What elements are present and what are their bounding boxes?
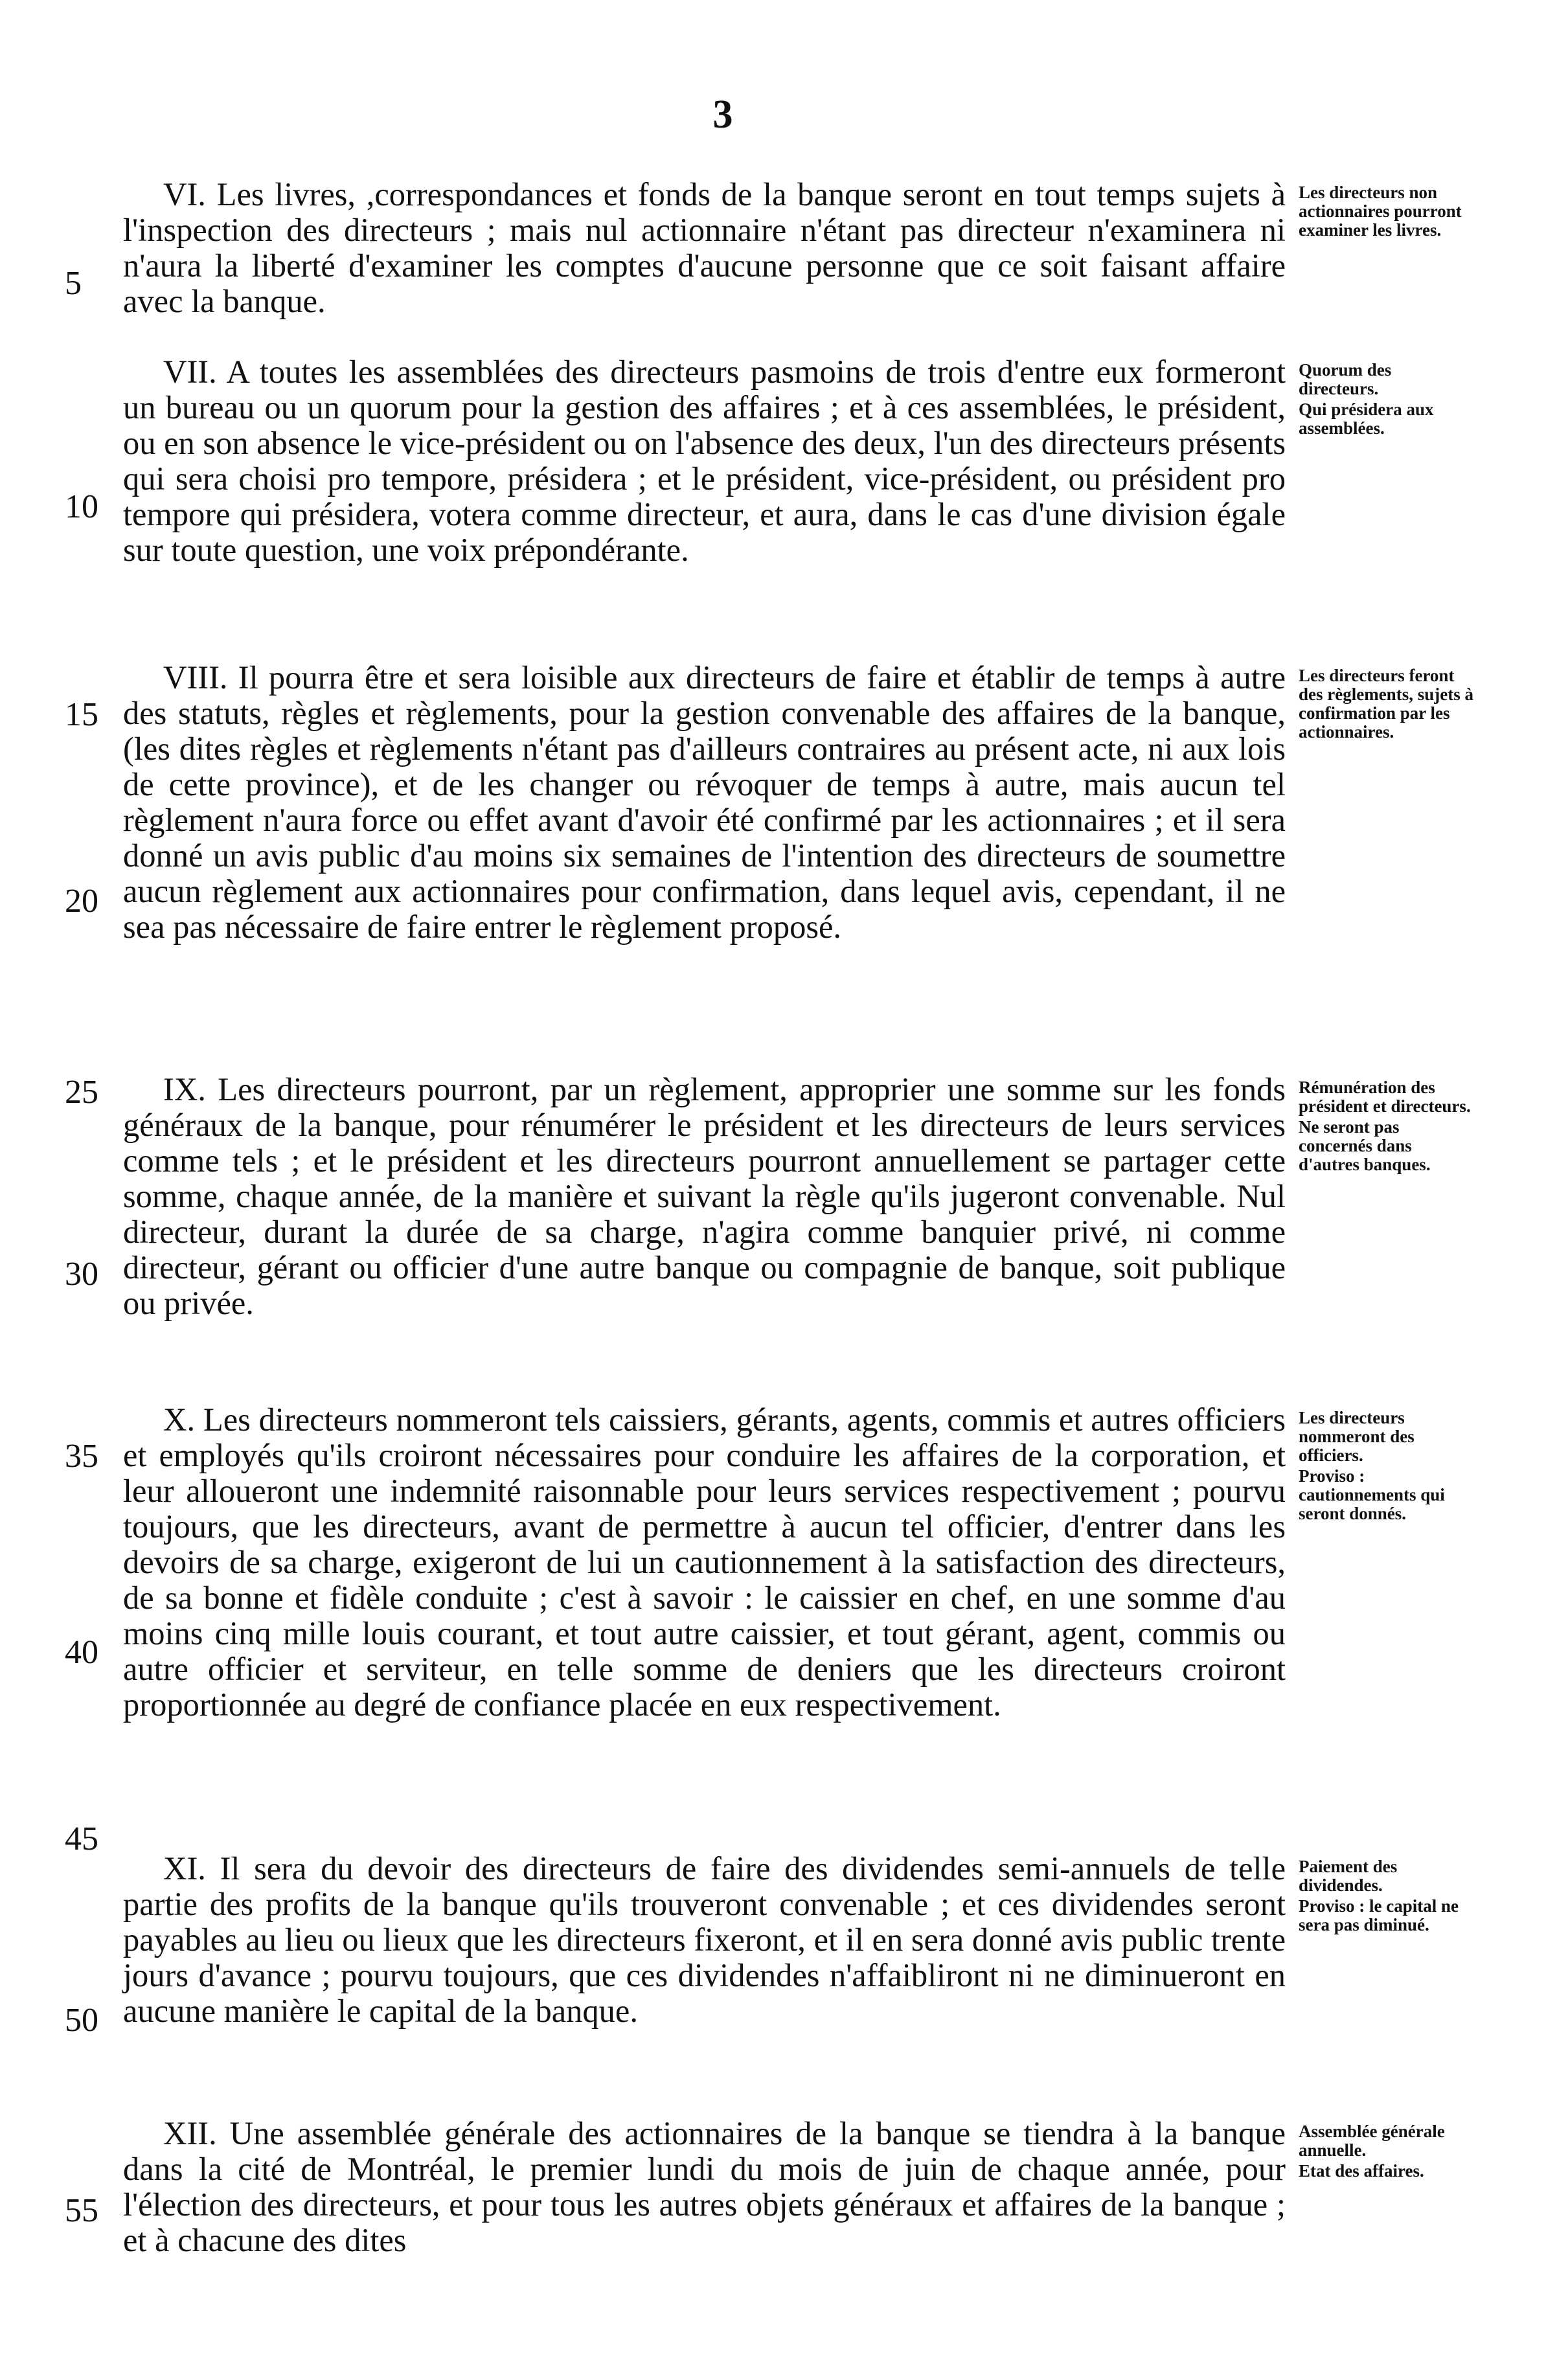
article-text: XI. Il sera du devoir des directeurs de faire des dividendes semi-annuels de telle partie des profits de la banque qu'ils trouveront convenable ; et ces dividendes seront payables au lieu ou lieux que les directeurs fixeront, et il en sera donné avis public trente jours d'avance ; pourvu toujours, que ces dividendes n'affaibliront ni ne diminueront en aucune manière le capital de la banque. [123, 1850, 1286, 2029]
article-viii [123, 660, 1286, 945]
margin-note [1299, 361, 1473, 440]
margin-note-text: Les directeurs nommeront des officiers. [1299, 1408, 1415, 1465]
line-number: 5 [65, 265, 82, 302]
margin-note-text: Ne seront pas concernés dans d'autres banques. [1299, 1117, 1431, 1174]
line-number: 10 [65, 488, 98, 525]
margin-note-text: Les directeurs feront des règlements, sujets à confirmation par les actionnaires. [1299, 666, 1473, 742]
article-text: X. Les directeurs nommeront tels caissiers, gérants, agents, commis et autres officiers et employés qu'ils croiront nécessaires pour conduire les affaires de la corporation, et leur alloueront une indemnité raisonnable pour leurs services respectivement ; pourvu toujours, que les directeurs, avant de permettre à aucun tel officier, d'entrer dans les devoirs de sa charge, exigeront de lui un cautionnement à la satisfaction des directeurs, de sa bonne et fidèle conduite ; c'est à savoir : le caissier en chef, en une somme d'au moins cinq mille louis courant, et tout autre caissier, et tout gérant, agent, commis ou autre officier et serviteur, en telle somme de deniers que les directeurs croiront proportionnée au degré de confiance placée en eux respectivement. [123, 1401, 1286, 1723]
article-x [123, 1402, 1286, 1723]
page-number: 3 [712, 93, 733, 137]
article-text: XII. Une assemblée générale des actionnaires de la banque se tiendra à la banque dans la cité de Montréal, le premier lundi du mois de juin de chaque année, pour l'élection des directeurs, et pour tous les autres objets généraux et affaires de la banque ; et à chacune des dites [123, 2115, 1286, 2258]
line-number: 55 [65, 2192, 98, 2229]
margin-note [1299, 183, 1473, 242]
article-text: VII. A toutes les assemblées des directeurs pasmoins de trois d'entre eux formeront un bureau ou un quorum pour la gestion des affaires ; et à ces assemblées, le président, ou en son absence le vice-président ou on l'absence des deux, l'un des directeurs présents qui sera choisi pro tempore, présidera ; et le président, vice-président, ou président pro tempore qui présidera, votera comme directeur, et aura, dans le cas d'une division égale sur toute question, une voix prépondérante. [123, 354, 1286, 568]
article-vi [123, 177, 1286, 319]
article-vii [123, 354, 1286, 568]
line-number: 35 [65, 1438, 98, 1475]
line-number: 25 [65, 1074, 98, 1111]
line-number: 40 [65, 1634, 98, 1671]
margin-note-text: Paiement des dividendes. [1299, 1857, 1398, 1895]
article-text: IX. Les directeurs pourront, par un règlement, approprier une somme sur les fonds généraux de la banque, pour rénumérer le président et les directeurs de leurs services comme tels ; et le président et les directeurs pourront annuellement se partager cette somme, chaque année, de la manière et suivant la règle qu'ils jugeront convenable. Nul directeur, durant la durée de sa charge, n'agira comme banquier privé, ni comme directeur, gérant ou officier d'une autre banque ou compagnie de banque, soit publique ou privée. [123, 1071, 1286, 1321]
margin-note [1299, 1857, 1473, 1936]
article-xi [123, 1851, 1286, 2029]
margin-note-text: Quorum des directeurs. [1299, 360, 1392, 398]
article-ix [123, 1072, 1286, 1321]
margin-note [1299, 666, 1473, 743]
margin-note-text: Assemblée générale annuelle. [1299, 2122, 1445, 2160]
line-number: 30 [65, 1256, 98, 1293]
margin-note-text: Les directeurs non actionnaires pourront examiner les livres. [1299, 183, 1462, 240]
article-text: VI. Les livres, ,correspondances et fonds de la banque seront en tout temps sujets à l'inspection des directeurs ; mais nul actionnaire n'étant pas directeur n'examinera ni n'aura la liberté d'examiner les comptes d'aucune personne que ce soit faisant affaire avec la banque. [123, 176, 1286, 319]
margin-note-text: Etat des affaires. [1299, 2161, 1424, 2181]
article-text: VIII. Il pourra être et sera loisible aux directeurs de faire et établir de temps à autre des statuts, règles et règlements, pour la gestion convenable des affaires de la banque, (les dites règles et règlements n'étant pas d'ailleurs contraires au présent acte, ni aux lois de cette province), et de les changer ou révoquer de temps à autre, mais aucun tel règlement n'aura force ou effet avant d'avoir été confirmé par les actionnaires ; et il sera donné un avis public d'au moins six semaines de l'intention des directeurs de soumettre aucun règlement aux actionnaires pour confirmation, dans lequel avis, cependant, il ne sea pas nécessaire de faire entrer le règlement proposé. [123, 659, 1286, 945]
margin-note-text: Qui présidera aux assemblées. [1299, 400, 1434, 438]
margin-note-text: Proviso : cautionnements qui seront donnés. [1299, 1466, 1445, 1523]
line-number: 20 [65, 883, 98, 920]
article-xii [123, 2116, 1286, 2258]
margin-note [1299, 1409, 1473, 1525]
margin-note [1299, 2122, 1473, 2182]
line-number: 50 [65, 2002, 98, 2039]
margin-note-text: Proviso : le capital ne sera pas diminué. [1299, 1896, 1459, 1934]
margin-note-text: Rémunération des président et directeurs. [1299, 1078, 1471, 1116]
line-number: 45 [65, 1820, 98, 1857]
margin-note [1299, 1078, 1473, 1176]
line-number: 15 [65, 696, 98, 733]
